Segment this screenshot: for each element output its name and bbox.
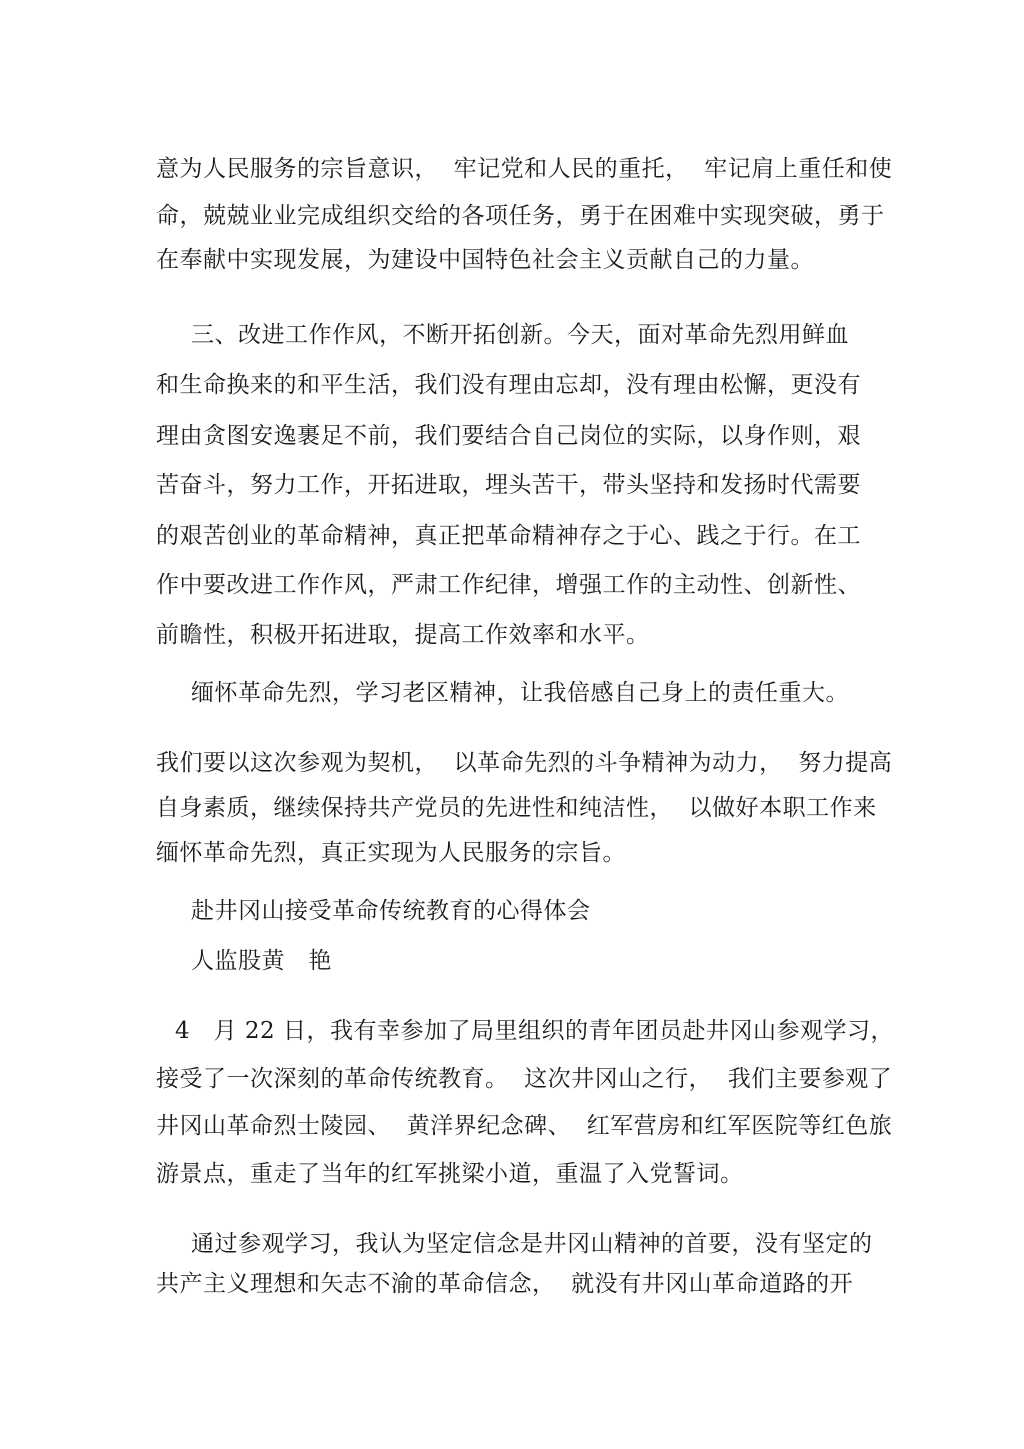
text-line: 共产主义理想和矢志不渝的革命信念， 就没有井冈山革命道路的开 [156, 1271, 854, 1297]
text-line: 我们要以这次参观为契机， 以革命先烈的斗争精神为动力， 努力提高 [156, 750, 893, 776]
text-line: 三、改进工作作风，不断开拓创新。今天，面对革命先烈用鲜血 [191, 322, 849, 348]
text-line: 苦奋斗，努力工作，开拓进取，埋头苦干，带头坚持和发扬时代需要 [156, 472, 861, 498]
document-author: 人监股黄 艳 [191, 948, 332, 974]
text-line: 前瞻性，积极开拓进取，提高工作效率和水平。 [156, 622, 650, 648]
text-line: 缅怀革命先烈，真正实现为人民服务的宗旨。 [156, 840, 626, 866]
text-line: 游景点，重走了当年的红军挑梁小道，重温了入党誓词。 [156, 1161, 744, 1187]
text-line: 命，兢兢业业完成组织交给的各项任务，勇于在困难中实现突破，勇于 [156, 203, 885, 229]
text-line: 的艰苦创业的革命精神，真正把革命精神存之于心、践之于行。在工 [156, 523, 861, 549]
text-line: 井冈山革命烈士陵园、 黄洋界纪念碑、 红军营房和红军医院等红色旅 [156, 1113, 893, 1139]
text-line: 和生命换来的和平生活，我们没有理由忘却，没有理由松懈，更没有 [156, 372, 861, 398]
text-line: 在奉献中实现发展，为建设中国特色社会主义贡献自己的力量。 [156, 247, 814, 273]
text-line: 自身素质，继续保持共产党员的先进性和纯洁性， 以做好本职工作来 [156, 795, 877, 821]
text-line: 作中要改进工作作风，严肃工作纪律，增强工作的主动性、创新性、 [156, 572, 861, 598]
text-line: 接受了一次深刻的革命传统教育。 这次井冈山之行， 我们主要参观了 [156, 1066, 893, 1092]
text-line: 意为人民服务的宗旨意识， 牢记党和人民的重托， 牢记肩上重任和使 [156, 156, 893, 182]
text-line: 4 月 22 日，我有幸参加了局里组织的青年团员赴井冈山参观学习， [175, 1018, 894, 1044]
text-line: 理由贪图安逸裹足不前，我们要结合自己岗位的实际，以身作则，艰 [156, 423, 861, 449]
text-line: 通过参观学习，我认为坚定信念是井冈山精神的首要，没有坚定的 [191, 1231, 873, 1257]
document-title: 赴井冈山接受革命传统教育的心得体会 [191, 898, 591, 924]
text-line: 缅怀革命先烈，学习老区精神，让我倍感自己身上的责任重大。 [191, 680, 849, 706]
